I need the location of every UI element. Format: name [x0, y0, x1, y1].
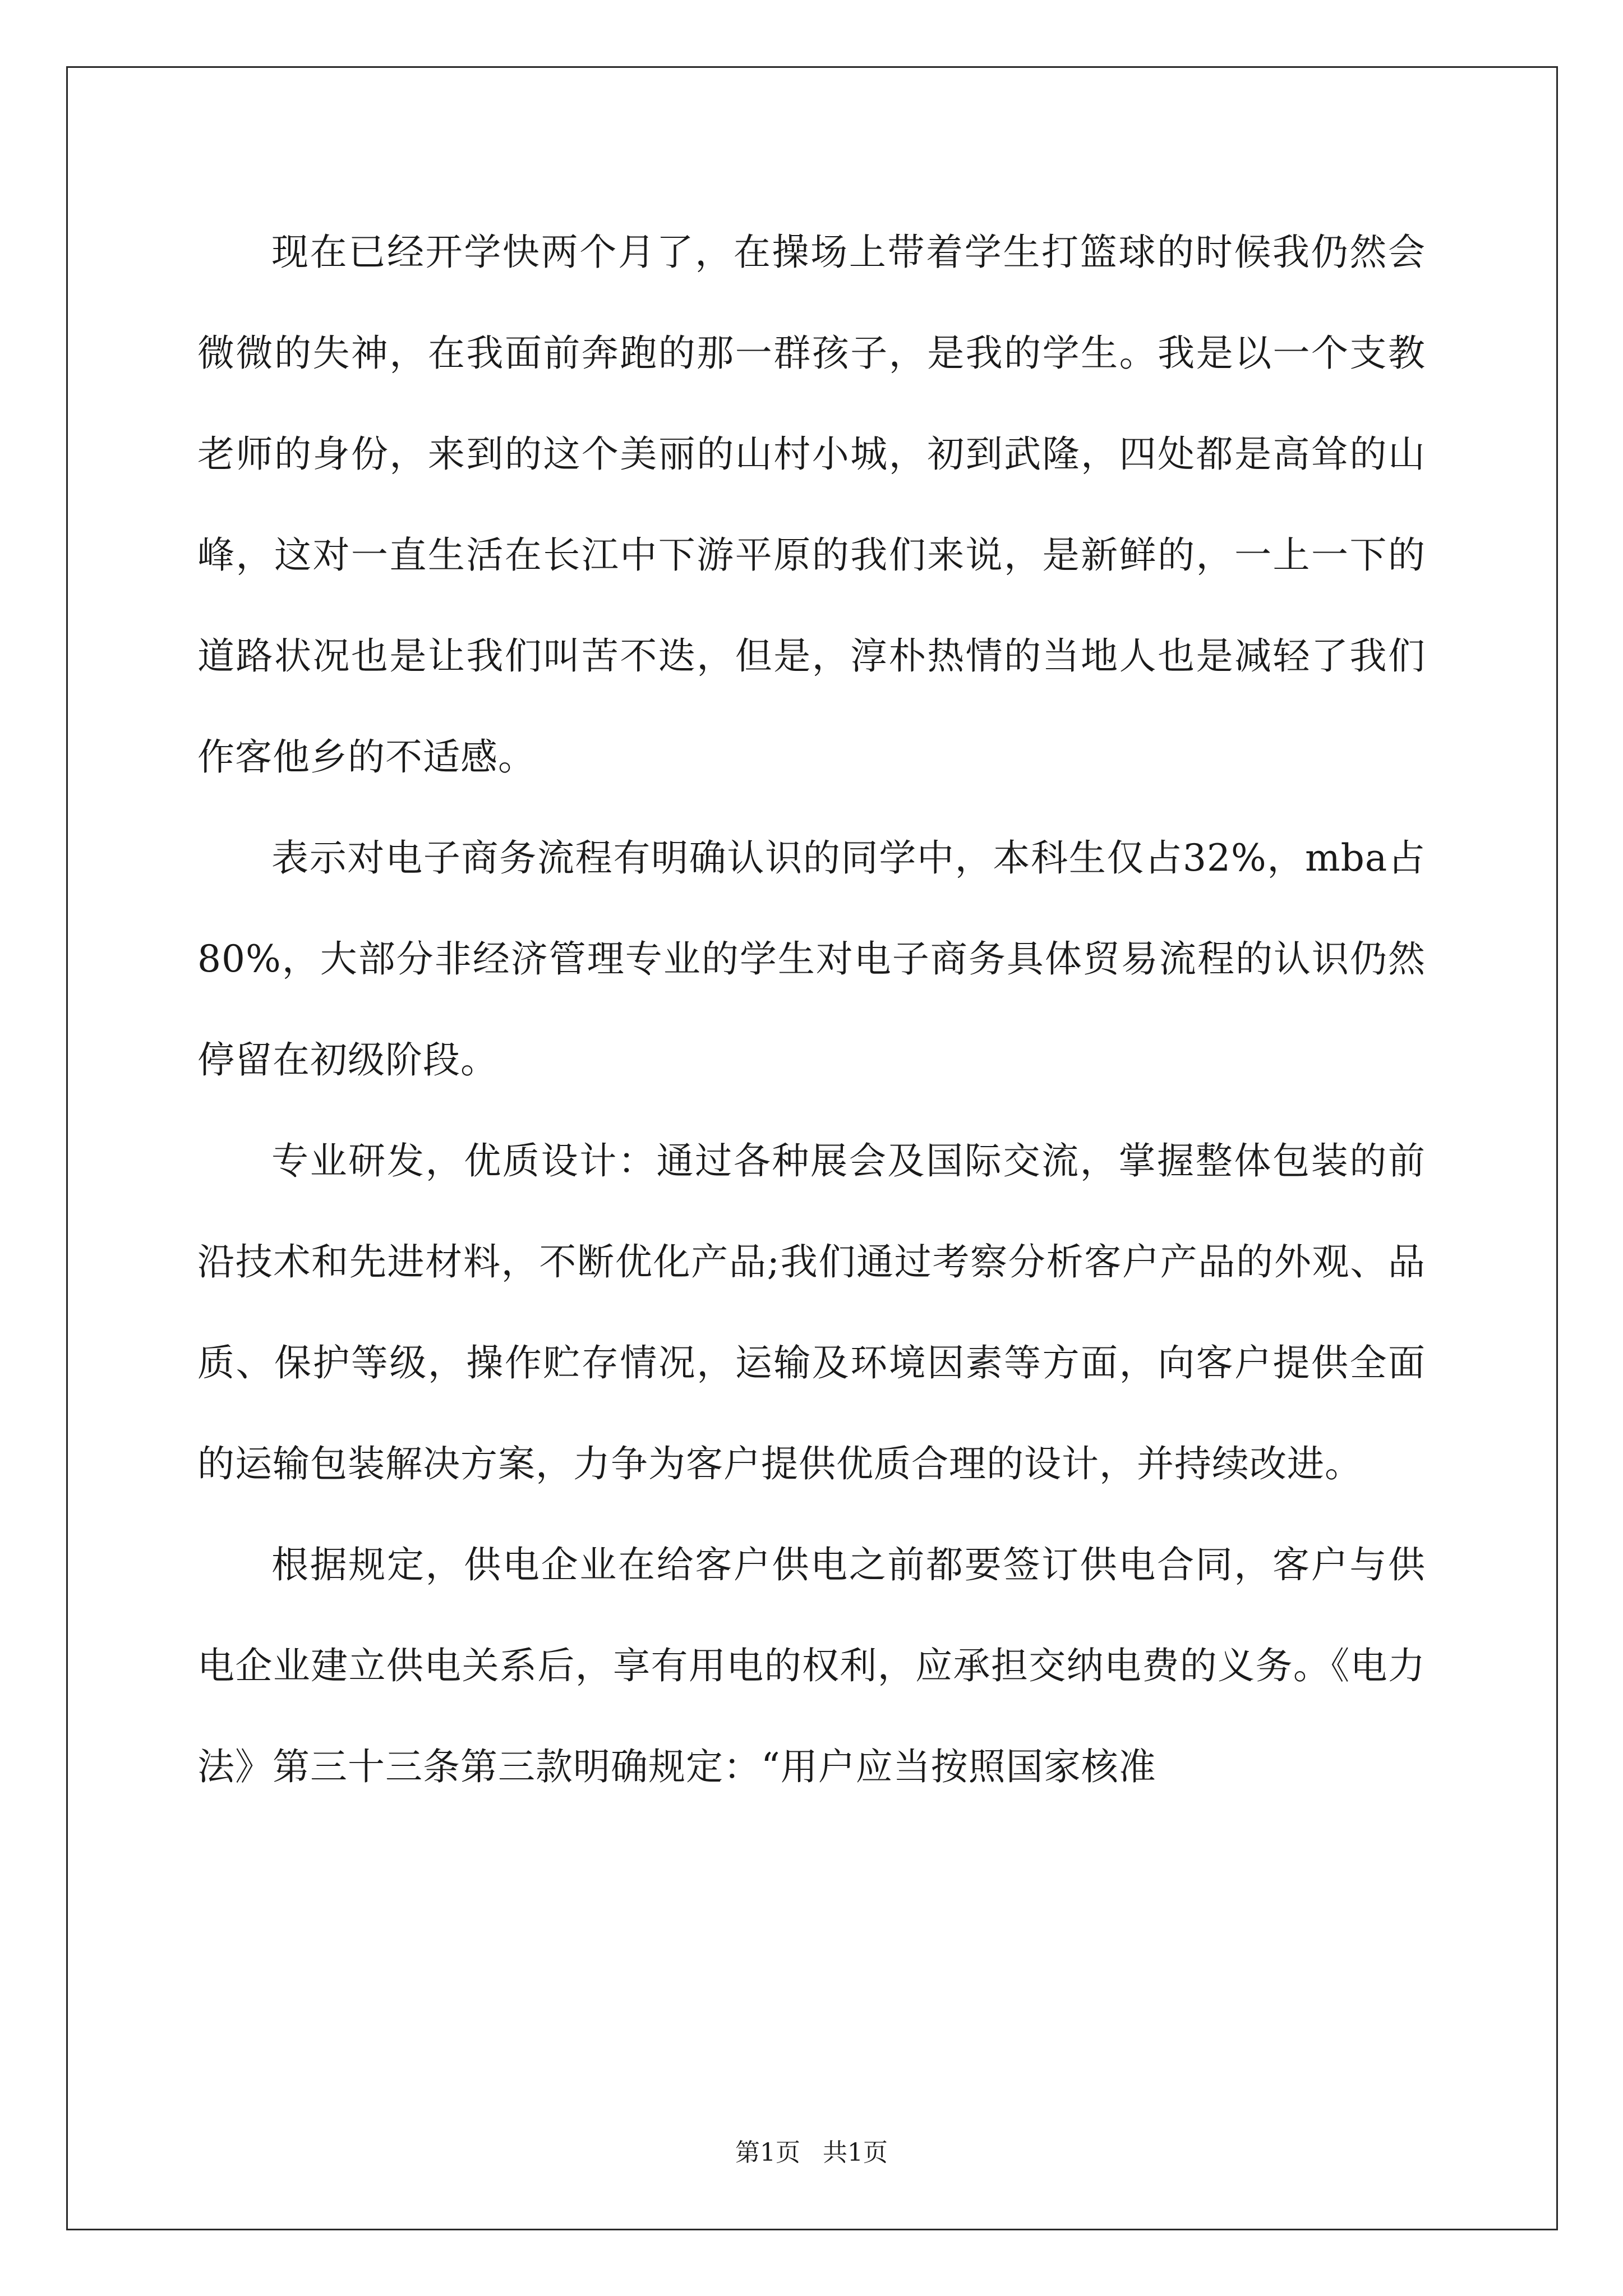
page-total: 共1页	[823, 2138, 888, 2167]
document-body	[197, 202, 1426, 1818]
page-footer	[0, 2136, 1623, 2170]
paragraph-1: 现在已经开学快两个月了，在操场上带着学生打篮球的时候我仍然会微微的失神，在我面前奔跑的那一群孩子，是我的学生。我是以一个支教老师的身份，来到的这个美丽的山村小城，初到武隆，四处都是高耸的山峰，这对一直生活在长江中下游平原的我们来说，是新鲜的，一上一下的道路状况也是让我们叫苦不迭，但是，淳朴热情的当地人也是减轻了我们作客他乡的不适感。	[197, 231, 1426, 779]
paragraph-2: 表示对电子商务流程有明确认识的同学中，本科生仅占32%，mba占80%，大部分非经济管理专业的学生对电子商务具体贸易流程的认识仍然停留在初级阶段。	[197, 836, 1426, 1082]
page-number: 第1页	[735, 2138, 800, 2167]
paragraph-3: 专业研发，优质设计：通过各种展会及国际交流，掌握整体包装的前沿技术和先进材料，不断优化产品;我们通过考察分析客户产品的外观、品质、保护等级，操作贮存情况，运输及环境因素等方面，向客户提供全面的运输包装解决方案，力争为客户提供优质合理的设计，并持续改进。	[197, 1139, 1426, 1485]
paragraph-4: 根据规定，供电企业在给客户供电之前都要签订供电合同，客户与供电企业建立供电关系后，享有用电的权利，应承担交纳电费的义务。《电力法》第三十三条第三款明确规定：“用户应当按照国家核准	[197, 1543, 1426, 1788]
